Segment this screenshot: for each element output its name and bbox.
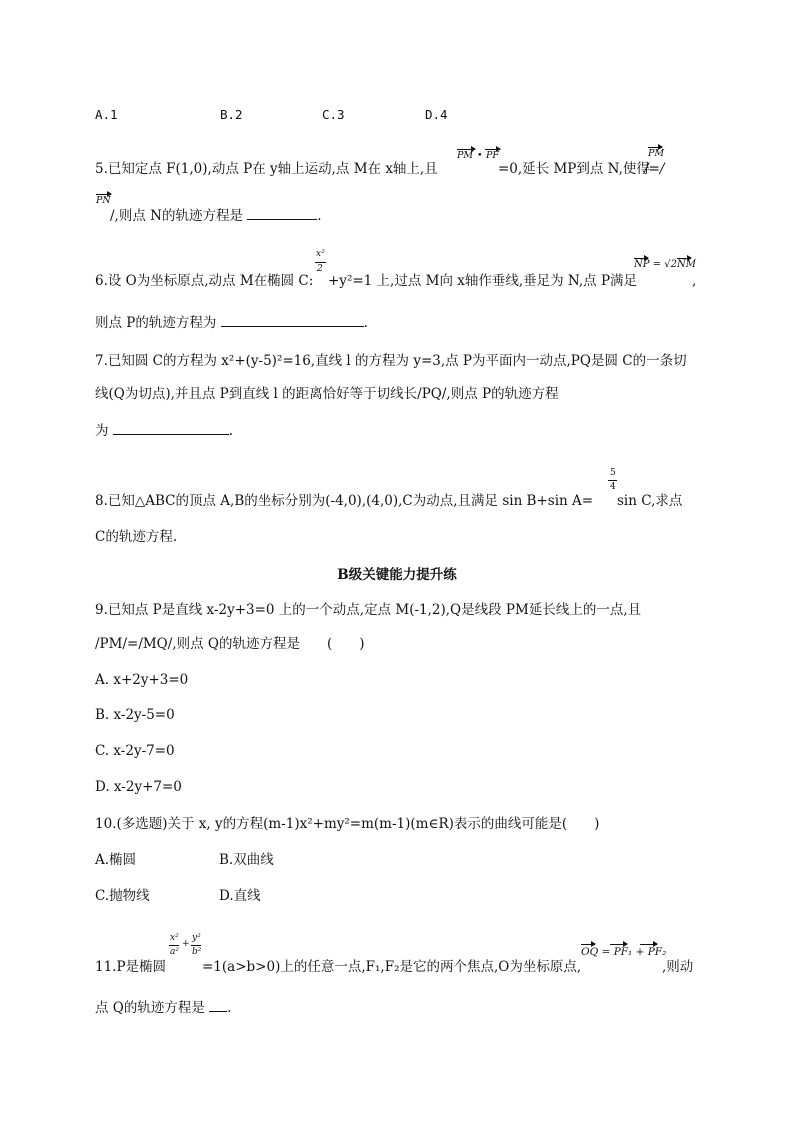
period: . (317, 208, 322, 224)
q6-line-2 (95, 312, 368, 332)
period: . (363, 315, 368, 331)
q11-line-2 (95, 997, 231, 1017)
q5-line-2 (110, 205, 322, 225)
q4-option-b: B.2 (220, 107, 243, 122)
q5-vec-pm2: PM (648, 148, 665, 159)
q9-line-1: 9.已知点 P是直线 x-2y+3=0 上的一个动点,定点 M(-1,2),Q是线段 PM延长线上的一点,且 (95, 602, 642, 618)
q5-text-c: /,则点 N的轨迹方程是 (110, 208, 243, 224)
q9-option-b: B. x-2y-5=0 (95, 707, 175, 723)
answer-blank[interactable] (113, 420, 229, 435)
q6-comma: , (692, 273, 697, 289)
q6-line-1b: +y²=1 上,过点 M向 x轴作垂线,垂足为 N,点 P满足 (328, 273, 638, 289)
q7-line-2: 线(Q为切点),并且点 P到直线 l 的距离恰好等于切线长/PQ/,则点 P的轨迹方程 (95, 386, 559, 402)
q11-plus: + (182, 939, 190, 949)
q11-frac1-den: a² (170, 947, 179, 957)
q6-text-c: 则点 P的轨迹方程为 (95, 315, 217, 331)
vector-arrow (581, 944, 595, 945)
q7-line-3 (95, 420, 233, 440)
q7-text-c: 为 (95, 423, 109, 439)
q5-line-1b (498, 160, 650, 178)
q5-dot: • (477, 150, 483, 161)
q8-line-2: C的轨迹方程. (95, 529, 178, 545)
q5-line-1 (95, 160, 438, 178)
fraction-bar (169, 945, 179, 946)
q10-option-b: B.双曲线 (219, 852, 274, 868)
q4-option-a: A.1 (95, 107, 118, 122)
q11-text-c: 点 Q的轨迹方程是 (95, 1000, 205, 1016)
q5-abs-eq: /=/ (644, 161, 665, 177)
q6-frac-num: x² (316, 249, 325, 259)
q8-frac-den: 4 (610, 482, 616, 492)
q11-line-1c: ,则动 (662, 959, 694, 975)
q5-text-b: =0,延长 MP到点 N,使得 (498, 161, 650, 177)
fraction-bar (191, 945, 201, 946)
q5-text-a: 5.已知定点 F(1,0),动点 P在 y轴上运动,点 M在 x轴上,且 (95, 161, 438, 177)
vector-arrow (640, 944, 657, 945)
q6-text-a: 6.设 O为坐标原点,动点 M在椭圆 C: (95, 273, 314, 289)
period: . (227, 1000, 232, 1016)
q9-option-c: C. x-2y-7=0 (95, 743, 175, 759)
q9-line-2: /PM/=/MQ/,则点 Q的轨迹方程是 ( ) (95, 636, 365, 652)
q10-option-c: C.抛物线 (95, 888, 150, 904)
q10-line-1: 10.(多选题)关于 x, y的方程(m-1)x²+my²=m(m-1)(m∈R)表示的曲线可能是( ) (95, 816, 600, 832)
q5-vec-pn: PN (96, 195, 111, 206)
q6-frac-den: 2 (317, 264, 323, 274)
q8-frac-num: 5 (610, 468, 616, 478)
q8-line-1: 8.已知△ABC的顶点 A,B的坐标分别为(-4,0),(4,0),C为动点,且满足 sin B+sin A= (95, 493, 594, 509)
q4-option-c: C.3 (322, 107, 345, 122)
q8-line-1b: sin C,求点 (617, 493, 683, 509)
q11-oq-expr: OQ = PF₁ + PF₂ (581, 946, 667, 958)
answer-blank[interactable] (221, 312, 364, 327)
answer-blank[interactable] (247, 205, 317, 220)
q4-option-d: D.4 (425, 107, 448, 122)
q11-frac2-den: b² (192, 947, 202, 957)
q6-line-1 (95, 272, 313, 290)
period: . (228, 423, 234, 439)
q5-vec-pm: PM (457, 150, 474, 161)
q9-option-d: D. x-2y+7=0 (95, 779, 182, 795)
q11-frac2-num: y² (192, 933, 201, 943)
q10-option-a: A.椭圆 (95, 852, 137, 868)
q11-line-1b: =1(a>b>0)上的任意一点,F₁,F₂是它的两个焦点,O为坐标原点, (202, 959, 582, 975)
q5-vec-pf: PF (486, 150, 499, 161)
fraction-bar (608, 480, 617, 481)
q10-option-d: D.直线 (219, 888, 261, 904)
vector-arrow (610, 944, 627, 945)
fraction-bar (315, 262, 326, 263)
q11-line-1: 11.P是椭圆 (95, 959, 167, 975)
q9-option-a: A. x+2y+3=0 (95, 672, 189, 688)
answer-blank[interactable] (209, 997, 227, 1012)
q11-frac1-num: x² (170, 933, 179, 943)
q7-line-1: 7.已知圆 C的方程为 x²+(y-5)²=16,直线 l 的方程为 y=3,点 P为平面内一动点,PQ是圆 C的一条切 (95, 353, 687, 369)
section-title: B级关键能力提升练 (337, 567, 457, 583)
q6-np-expr: NP = √2NM (634, 259, 696, 270)
